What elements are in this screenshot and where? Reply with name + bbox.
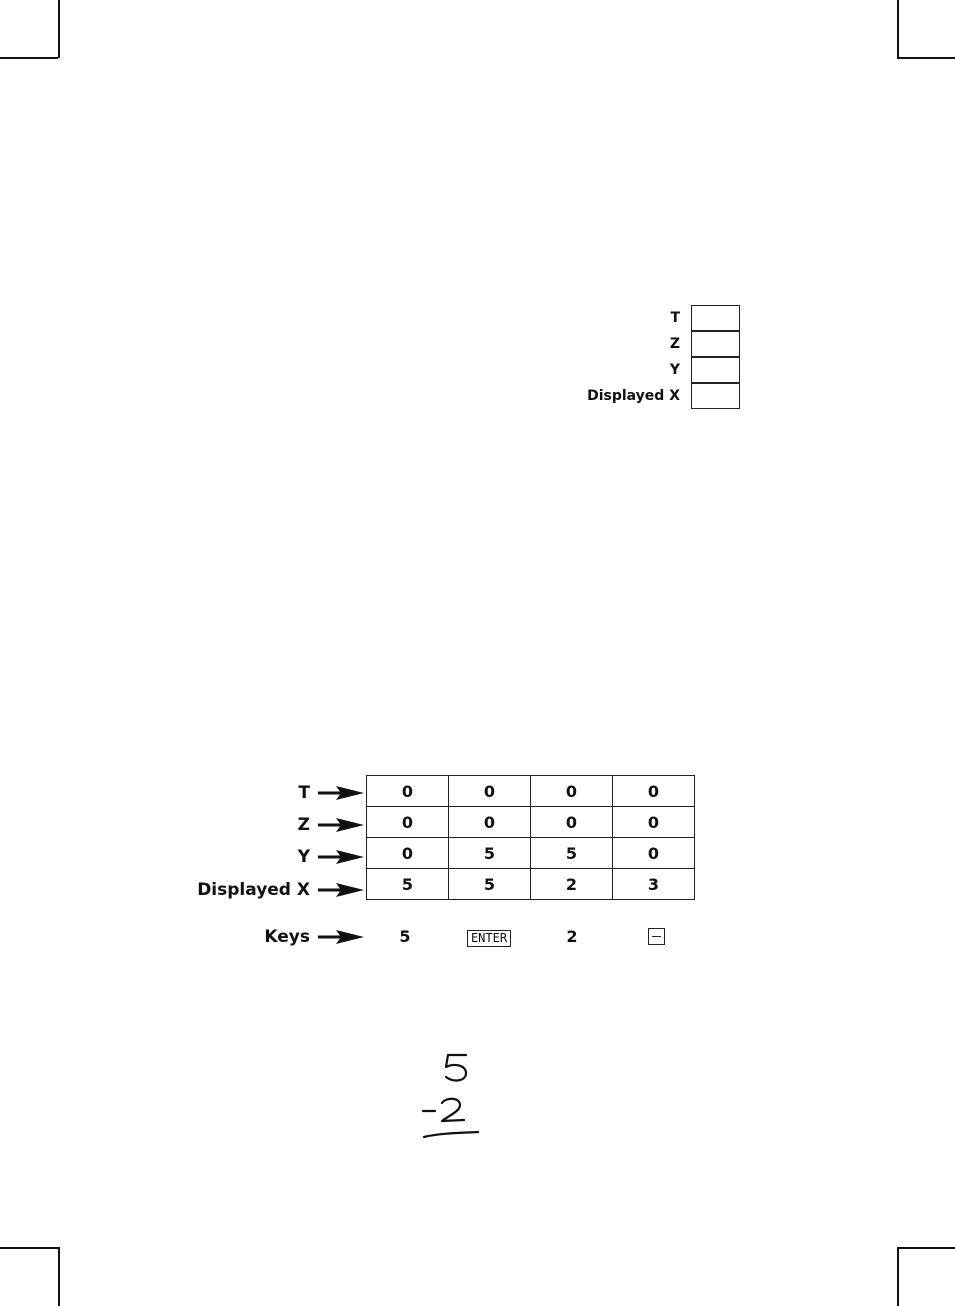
stack-cell: 0 <box>367 776 449 807</box>
key-minus <box>615 925 697 949</box>
stack-cell: 5 <box>449 869 531 900</box>
handwritten-minus-2 <box>423 1099 478 1137</box>
crop-mark-bl-v <box>58 1247 60 1306</box>
minus-key-icon <box>648 928 665 945</box>
handwritten-subtraction <box>410 1045 490 1145</box>
keys-label: Keys <box>264 927 310 947</box>
small-stack-row-t <box>570 305 745 331</box>
stack-row-t <box>367 776 695 807</box>
stack-cell: 0 <box>531 807 613 838</box>
small-stack-register <box>691 357 740 383</box>
stack-row-label-z: Z <box>297 815 310 835</box>
stack-cell: 0 <box>449 807 531 838</box>
crop-mark-tr-v <box>897 0 899 58</box>
enter-key-icon: ENTER <box>467 930 511 947</box>
crop-mark-br-v <box>897 1247 899 1306</box>
stack-cell: 0 <box>367 838 449 869</box>
small-stack-label: T <box>670 310 680 326</box>
stack-row-label-x: Displayed X <box>197 880 310 900</box>
stack-cell: 5 <box>449 838 531 869</box>
stack-cell: 0 <box>613 807 695 838</box>
crop-mark-tr-h <box>897 57 955 59</box>
key-2 <box>531 925 613 949</box>
crop-mark-tl-v <box>58 0 60 58</box>
arrow-icon <box>318 817 364 833</box>
small-stack-label: Z <box>669 336 680 352</box>
crop-mark-bl-h <box>0 1247 58 1249</box>
arrow-icon <box>318 785 364 801</box>
crop-mark-tl-h <box>0 57 58 59</box>
key-enter <box>448 925 530 949</box>
key-5 <box>364 925 446 949</box>
key-label: 2 <box>566 927 578 946</box>
key-label: 5 <box>399 927 411 946</box>
stack-table <box>366 775 695 900</box>
stack-cell: 2 <box>531 869 613 900</box>
stack-cell: 5 <box>531 838 613 869</box>
stack-cell: 0 <box>613 838 695 869</box>
stack-cell: 5 <box>367 869 449 900</box>
stack-cell: 0 <box>531 776 613 807</box>
stack-cell: 3 <box>613 869 695 900</box>
stack-row-label-y: Y <box>297 847 310 867</box>
arrow-icon <box>318 882 364 898</box>
stack-cell: 0 <box>613 776 695 807</box>
small-stack-register <box>691 331 740 357</box>
arrow-icon <box>318 849 364 865</box>
stack-cell: 0 <box>367 807 449 838</box>
small-stack-row-z <box>570 331 745 357</box>
stack-row-z <box>367 807 695 838</box>
small-stack-register <box>691 383 740 409</box>
small-stack-register <box>691 305 740 331</box>
stack-row-label-t: T <box>298 783 310 803</box>
handwritten-5 <box>446 1055 466 1080</box>
small-stack-row-x <box>570 383 745 409</box>
stack-row-x <box>367 869 695 900</box>
small-stack-row-y <box>570 357 745 383</box>
crop-mark-br-h <box>897 1247 955 1249</box>
stack-row-y <box>367 838 695 869</box>
small-stack-label: Displayed X <box>587 388 680 404</box>
small-stack-label: Y <box>669 362 680 378</box>
arrow-icon <box>318 929 364 945</box>
stack-cell: 0 <box>449 776 531 807</box>
